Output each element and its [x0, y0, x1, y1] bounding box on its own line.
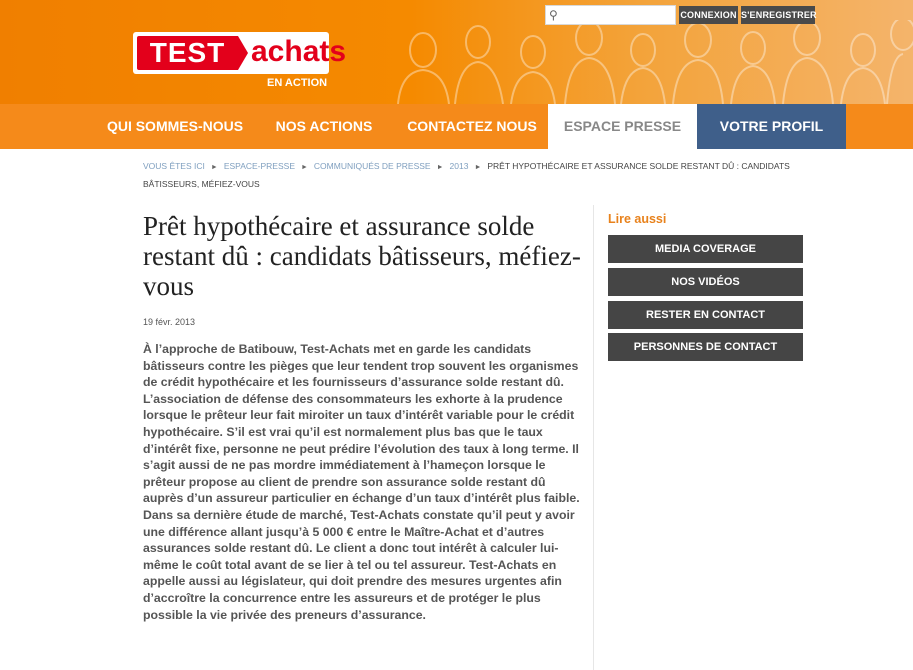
logo-arrow-shape — [238, 36, 248, 70]
logo-tagline: EN ACTION — [267, 77, 328, 89]
test-achats-logo[interactable] — [133, 32, 347, 74]
rester-en-contact-button[interactable]: RESTER EN CONTACT — [608, 301, 803, 329]
sidebar-heading: Lire aussi — [608, 212, 667, 226]
crowd-illustration — [393, 20, 913, 104]
media-coverage-button[interactable]: MEDIA COVERAGE — [608, 235, 803, 263]
nav-item-qui-sommes-nous[interactable]: QUI SOMMES-NOUS — [106, 118, 244, 134]
header-banner — [0, 0, 913, 104]
breadcrumb-current: PRÊT HYPOTHÉCAIRE ET ASSURANCE SOLDE RESTANT DÛ : CANDIDATS BÂTISSEURS, MÉFIEZ-VOUS — [143, 161, 790, 189]
personnes-de-contact-button[interactable]: PERSONNES DE CONTACT — [608, 333, 803, 361]
nos-videos-button[interactable]: NOS VIDÉOS — [608, 268, 803, 296]
breadcrumb-separator-icon: ► — [474, 164, 482, 171]
register-button[interactable]: S'ENREGISTRER — [741, 6, 815, 24]
breadcrumb-separator-icon: ► — [300, 164, 308, 171]
article-title: Prêt hypothécaire et assurance solde restant dû : candidats bâtisseurs, méfiez-vous — [143, 211, 581, 301]
breadcrumb-you-are-here: VOUS ÊTES ICI — [143, 161, 205, 171]
logo-word-achats: achats — [251, 35, 347, 68]
breadcrumb — [143, 158, 808, 193]
search-input[interactable] — [545, 5, 676, 25]
nav-item-contactez-nous[interactable]: CONTACTEZ NOUS — [407, 118, 537, 134]
search-icon: ⚲ — [549, 8, 558, 22]
main-navigation — [0, 104, 913, 149]
logo-word-test: TEST — [137, 36, 238, 70]
nav-item-votre-profil[interactable]: VOTRE PROFIL — [697, 104, 846, 149]
breadcrumb-link-2013[interactable]: 2013 — [449, 161, 469, 171]
article-body: À l’approche de Batibouw, Test-Achats met en garde les candidats bâtisseurs contre les pièges que leur tendent trop souvent les organismes de crédit hypothécaire et les fournisseurs d’assurance solde restant dû. L’association de défense des consommateurs les exhorte à la prudence lorsque le prêteur leur fait miroiter un taux d’intérêt variable pour le crédit hypothécaire. S’il est vrai qu’il est normalement plus bas que le taux d’intérêt fixe, personne ne peut prédire l’évolution des taux à long terme. Il s’agit aussi de ne pas mordre immédiatement à l’hameçon lorsque le prêteur propose au client de prendre son assurance solde restant dû auprès d’un assureur particulier en échange d’un taux d’intérêt plus faible. Dans sa dernière étude de marché, Test-Achats constate qu’il peut y avoir une différence allant jusqu’à 5 000 € entre le Maître-Achat et d’autres assurances solde restant dû. Le client a donc tout intérêt à calculer lui-même le coût total avant de se lier à tel ou tel assureur. Test-Achats en appelle aussi au législateur, qui doit prendre des mesures urgentes afin d’accroître la concurrence entre les assureurs et de protéger le plus possible la vie privée des preneurs d’assurance. — [143, 342, 580, 622]
nav-item-nos-actions[interactable]: NOS ACTIONS — [275, 118, 373, 134]
article-date: 19 févr. 2013 — [143, 317, 196, 327]
login-button[interactable]: CONNEXION — [679, 6, 738, 24]
nav-item-espace-presse[interactable]: ESPACE PRESSE — [548, 104, 697, 149]
breadcrumb-separator-icon: ► — [210, 164, 218, 171]
breadcrumb-link-communiques[interactable]: COMMUNIQUÉS DE PRESSE — [313, 161, 431, 171]
sidebar-divider — [593, 205, 594, 670]
breadcrumb-link-espace-presse[interactable]: ESPACE-PRESSE — [223, 161, 295, 171]
breadcrumb-separator-icon: ► — [436, 164, 444, 171]
